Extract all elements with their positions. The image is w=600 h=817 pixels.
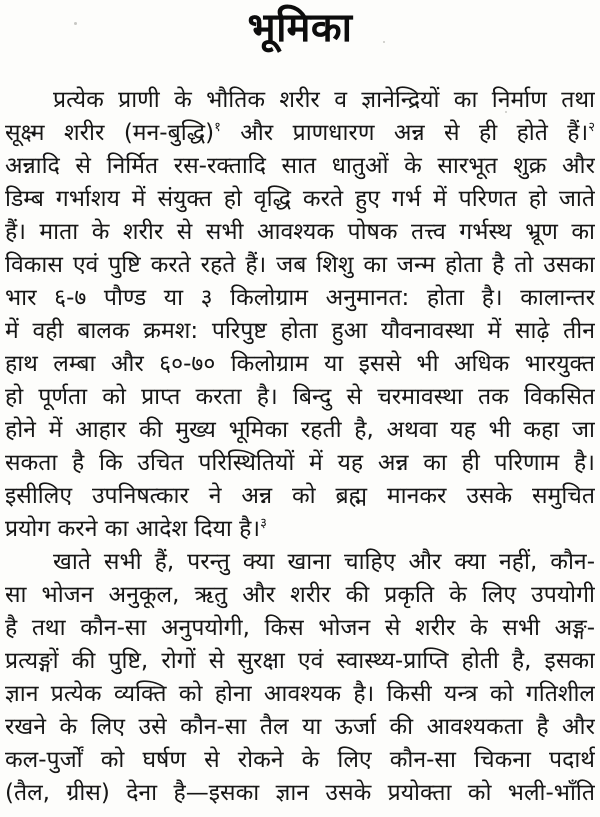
text-segment: सकता है कि उचित परिस्थितियों में यह अन्न का ही परिणाम है। (5, 450, 595, 476)
scan-speck (74, 22, 77, 25)
text-segment: प्रयोग करने का आदेश दिया है। (5, 516, 261, 542)
footnote-marker: ३ (260, 516, 267, 531)
paragraph-2-line-5 (5, 678, 595, 711)
paragraph-1-line-3 (5, 150, 595, 183)
paragraph-2-line-1 (5, 546, 595, 579)
footnote-marker: २ (588, 120, 595, 135)
text-segment: प्रत्यङ्गों की पुष्टि, रोगों से सुरक्षा एवं स्वास्थ्य-प्राप्ति होती है, इसका (5, 648, 595, 674)
paragraph-2-line-4 (5, 645, 595, 678)
paragraph-1-line-9 (5, 348, 595, 381)
paragraph-2-line-3 (5, 612, 595, 645)
text-segment: डिम्ब गर्भाशय में संयुक्त हो वृद्धि करते हुए गर्भ में परिणत हो जाते (5, 186, 595, 212)
text-segment: भार ६-७ पौण्ड या ३ किलोग्राम अनुमानत: होता है। कालान्तर (5, 285, 595, 311)
paragraph-1-line-5 (5, 216, 595, 249)
paragraph-2-line-6 (5, 711, 595, 744)
paragraph-1-line-2 (5, 117, 595, 150)
footnote-marker: १ (214, 120, 221, 135)
text-segment: होने में आहार की मुख्य भूमिका रहती है, अथवा यह भी कहा जा (5, 417, 595, 443)
text-segment: सूक्ष्म शरीर (मन-बुद्धि) (5, 120, 215, 146)
text-segment: हाथ लम्बा और ६०-७० किलोग्राम या इससे भी अधिक भारयुक्त (5, 351, 595, 377)
paragraph-1-line-10 (5, 381, 595, 414)
text-segment: (तैल, ग्रीस) देना है—इसका ज्ञान उसके प्रयोक्ता को भली-भाँति (5, 780, 595, 806)
text-segment: है तथा कौन-सा अनुपयोगी, किस भोजन से शरीर के सभी अङ्ग- (5, 615, 595, 641)
paragraph-1-line-6 (5, 249, 595, 282)
paragraph-1-line-14 (5, 513, 595, 546)
paragraph-1-line-8 (5, 315, 595, 348)
paragraph-1-line-11 (5, 414, 595, 447)
text-segment: रखने के लिए उसे कौन-सा तैल या ऊर्जा की आवश्यकता है और (5, 714, 595, 740)
text-segment: और प्राणधारण अन्न से ही होते हैं। (220, 120, 589, 146)
text-segment: प्रत्येक प्राणी के भौतिक शरीर व ज्ञानेन्द्रियों का निर्माण तथा (53, 87, 595, 113)
paragraph-2-line-7 (5, 744, 595, 777)
text-segment: ज्ञान प्रत्येक व्यक्ति को होना आवश्यक है। किसी यन्त्र को गतिशील (5, 681, 595, 707)
page-title: भूमिका (247, 5, 353, 51)
text-block (5, 84, 595, 810)
paragraph-1-line-4 (5, 183, 595, 216)
text-segment: कल-पुर्जों को घर्षण से रोकने के लिए कौन-सा चिकना पदार्थ (5, 747, 595, 773)
paragraph-2-line-2 (5, 579, 595, 612)
paragraph-1-line-1 (5, 84, 595, 117)
text-segment: में वही बालक क्रमश: परिपुष्ट होता हुआ यौवनावस्था में साढ़े तीन (5, 318, 595, 344)
text-segment: इसीलिए उपनिषत्कार ने अन्न को ब्रह्म मानकर उसके समुचित (5, 483, 595, 509)
scan-speck (383, 41, 385, 43)
paragraph-1-line-7 (5, 282, 595, 315)
paragraph-1-line-13 (5, 480, 595, 513)
text-segment: हो पूर्णता को प्राप्त करता है। बिन्दु से चरमावस्था तक विकसित (5, 384, 595, 410)
paragraph-2-line-8 (5, 777, 595, 810)
text-segment: हैं। माता के शरीर से सभी आवश्यक पोषक तत्त्व गर्भस्थ भ्रूण का (5, 219, 595, 245)
text-segment: खाते सभी हैं, परन्तु क्या खाना चाहिए और क्या नहीं, कौन- (53, 549, 595, 575)
text-segment: सा भोजन अनुकूल, ऋतु और शरीर की प्रकृति के लिए उपयोगी (5, 582, 595, 608)
text-segment: विकास एवं पुष्टि करते रहते हैं। जब शिशु का जन्म होता है तो उसका (5, 252, 595, 278)
paragraph-1-line-12 (5, 447, 595, 480)
text-segment: अन्नादि से निर्मित रस-रक्तादि सात धातुओं के सारभूत शुक्र और (5, 153, 595, 179)
